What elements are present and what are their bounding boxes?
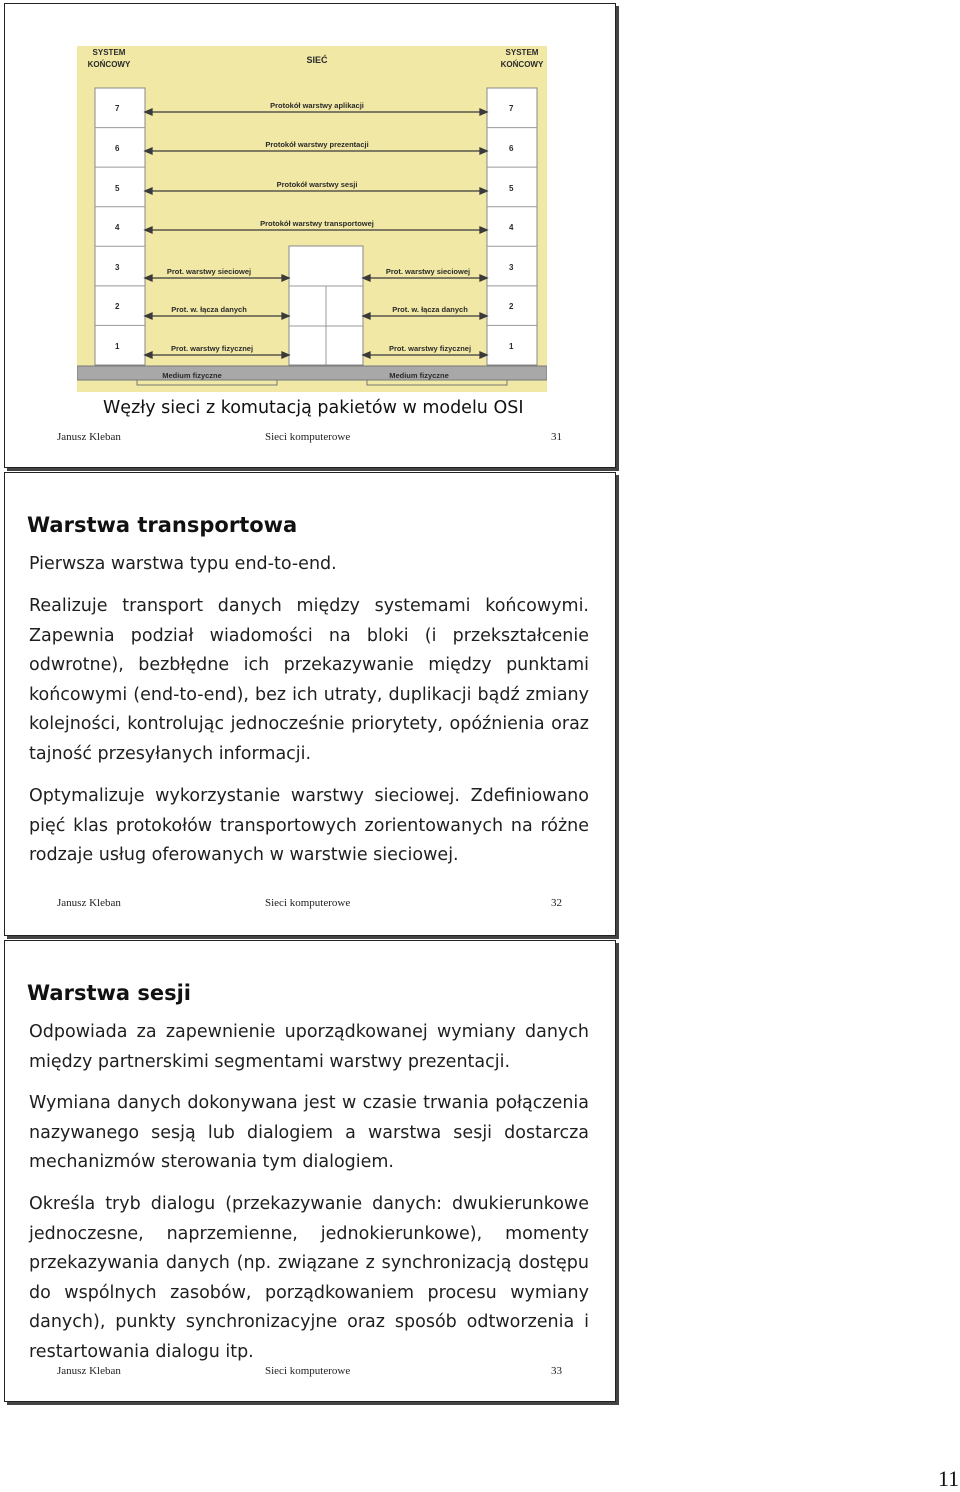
right-layer-7: 7: [509, 104, 514, 113]
slide-33-paragraph-3: Określa tryb dialogu (przekazywanie danych: dwukierunkowe jednoczesne, naprzemienne, jednokierunkowe), momenty przekazywania danych (np. związane z synchronizacją dostępu do wspólnych zasobów, porządkowaniem procesu wymiany danych), punkty synchronizacyjne oraz sposób odtworzenia i restartowania dialogu itp.: [29, 1194, 589, 1362]
slide-32-title: Warstwa transportowa: [27, 513, 298, 537]
slide-32-paragraph-2: Realizuje transport danych między systemami końcowymi. Zapewnia podział wiadomości na bloki (i przekształcenie odwrotne), bezbłędne ich przekazywanie między punktami końcowymi (end-to-end), bez ich utraty, duplikacji bądź zmiany kolejności, kontrolując jednocześnie priorytety, opóźnienia oraz tajność przesyłanych informacji.: [29, 596, 589, 764]
right-datalink-protocol-label: Prot. w. łącza danych: [392, 305, 468, 314]
footer-slide-number: 33: [551, 1365, 562, 1377]
footer-author: Janusz Kleban: [57, 897, 121, 909]
footer-course: Sieci komputerowe: [265, 431, 351, 443]
osi-packet-switching-diagram: [77, 46, 547, 392]
right-layer-6: 6: [509, 144, 514, 153]
right-layer-5: 5: [509, 184, 514, 193]
right-system-header-2: KOŃCOWY: [500, 60, 544, 69]
left-layer-1: 1: [115, 342, 120, 351]
slide-33-title: Warstwa sesji: [27, 981, 192, 1005]
slide-33: [4, 940, 616, 1402]
left-physical-protocol-label: Prot. warstwy fizycznej: [170, 344, 254, 353]
application-protocol-label: Protokół warstwy aplikacji: [270, 101, 364, 110]
footer-course: Sieci komputerowe: [265, 897, 351, 909]
right-network-protocol-label: Prot. warstwy sieciowej: [385, 267, 471, 276]
footer-author: Janusz Kleban: [57, 431, 121, 443]
left-layer-5: 5: [115, 184, 120, 193]
slide-33-paragraph-1: Odpowiada za zapewnienie uporządkowanej wymiany danych między partnerskimi segmentami warstwy prezentacji.: [29, 1022, 589, 1072]
left-system-header-2: KOŃCOWY: [87, 60, 131, 69]
right-layer-4: 4: [509, 223, 514, 232]
left-layer-2: 2: [115, 302, 120, 311]
slide-32-paragraph-3: Optymalizuje wykorzystanie warstwy sieciowej. Zdefiniowano pięć klas protokołów transportowych zorientowanych na różne rodzaje usług oferowanych w warstwie sieciowej.: [29, 786, 589, 866]
medium-left-label: Medium fizyczne: [162, 371, 222, 380]
left-layer-3: 3: [115, 263, 120, 272]
document-page-number: 11: [938, 1466, 960, 1491]
slide-32-paragraph-1: Pierwsza warstwa typu end-to-end.: [29, 554, 337, 574]
footer-slide-number: 31: [551, 431, 562, 443]
footer-author: Janusz Kleban: [57, 1365, 121, 1377]
left-system-header-1: SYSTEM: [92, 48, 126, 57]
transport-protocol-label: Protokół warstwy transportowej: [260, 219, 374, 228]
medium-right-label: Medium fizyczne: [389, 371, 449, 380]
left-end-system-stack: [95, 88, 145, 365]
session-protocol-label: Protokół warstwy sesji: [276, 180, 358, 189]
left-datalink-protocol-label: Prot. w. łącza danych: [171, 305, 247, 314]
right-layer-2: 2: [509, 302, 514, 311]
footer-slide-number: 32: [551, 897, 562, 909]
slide-33-paragraph-2: Wymiana danych dokonywana jest w czasie trwania połączenia nazywanego sesją lub dialogiem a warstwa sesji dostarcza mechanizmów sterowania tym dialogiem.: [29, 1093, 589, 1173]
right-physical-protocol-label: Prot. warstwy fizycznej: [388, 344, 472, 353]
left-network-protocol-label: Prot. warstwy sieciowej: [166, 267, 252, 276]
left-layer-6: 6: [115, 144, 120, 153]
left-layer-7: 7: [115, 104, 120, 113]
presentation-protocol-label: Protokół warstwy prezentacji: [265, 140, 369, 149]
slide-32: [4, 472, 616, 936]
slide-31: [4, 3, 616, 468]
network-node-stack: [289, 246, 363, 365]
footer-course: Sieci komputerowe: [265, 1365, 351, 1377]
right-layer-3: 3: [509, 263, 514, 272]
slide-31-caption: Węzły sieci z komutacją pakietów w modelu OSI: [103, 398, 524, 418]
network-header: SIEĆ: [306, 55, 328, 65]
right-system-header-1: SYSTEM: [505, 48, 539, 57]
left-layer-4: 4: [115, 223, 120, 232]
right-layer-1: 1: [509, 342, 514, 351]
